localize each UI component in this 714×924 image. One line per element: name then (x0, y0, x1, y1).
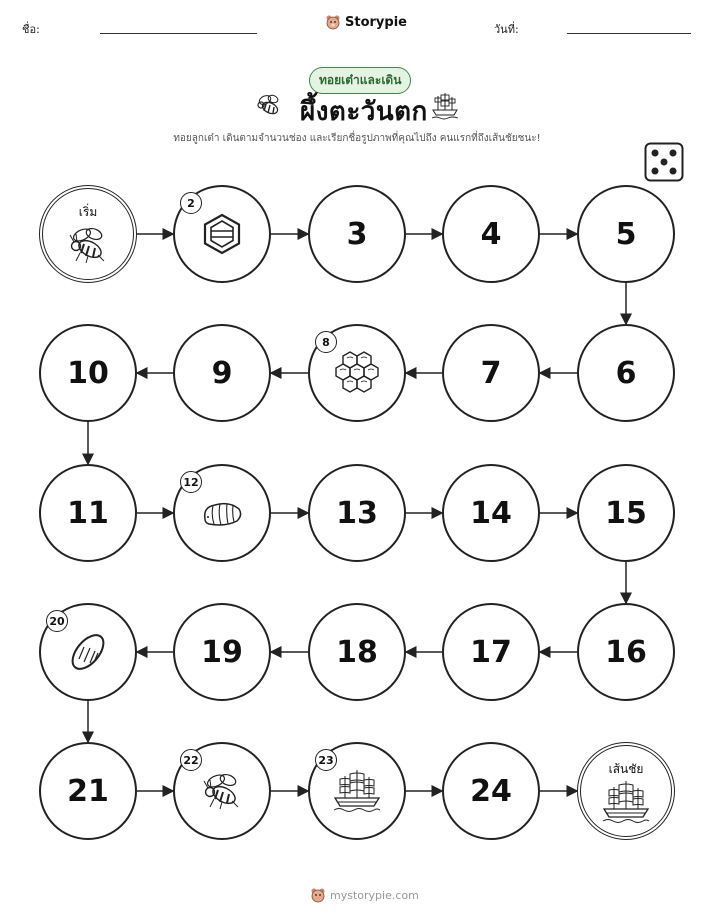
space-number-badge: 8 (315, 331, 337, 353)
space-number-badge: 23 (315, 749, 337, 771)
hexagon-icon (200, 212, 244, 256)
space-number: 19 (201, 634, 243, 670)
space-number: 15 (605, 495, 647, 531)
board-space-18[interactable] (308, 603, 406, 701)
board-space-9[interactable] (173, 324, 271, 422)
space-number: 21 (67, 773, 109, 809)
board-space-19[interactable] (173, 603, 271, 701)
finish-space[interactable] (577, 742, 675, 840)
board-space-11[interactable] (39, 464, 137, 562)
honeycomb-icon (332, 350, 382, 396)
space-number-badge: 2 (180, 192, 202, 214)
space-number: 11 (67, 495, 109, 531)
board-space-4[interactable] (442, 185, 540, 283)
space-number: 10 (67, 355, 109, 391)
footer-url: mystorypie.com (330, 888, 419, 902)
space-number: 7 (480, 355, 502, 391)
bread-icon (65, 629, 111, 675)
date-label: วันที่: (494, 23, 519, 36)
board-space-5[interactable] (577, 185, 675, 283)
ship-icon (332, 768, 382, 814)
space-number: 17 (470, 634, 512, 670)
board-space-21[interactable] (39, 742, 137, 840)
bee-icon (200, 771, 244, 811)
board-space-13[interactable] (308, 464, 406, 562)
space-number: 4 (480, 216, 502, 252)
board-space-6[interactable] (577, 324, 675, 422)
game-type-badge: ทอยเต๋าและเดิน (309, 67, 411, 94)
larva-icon (199, 497, 245, 529)
space-number: 5 (615, 216, 637, 252)
space-number: 3 (346, 216, 368, 252)
space-number: 13 (336, 495, 378, 531)
board-space-3[interactable] (308, 185, 406, 283)
space-number: 14 (470, 495, 512, 531)
space-number: 9 (211, 355, 233, 391)
board-space-10[interactable] (39, 324, 137, 422)
board-space-14[interactable] (442, 464, 540, 562)
bee-icon (66, 225, 110, 265)
board-space-7[interactable] (442, 324, 540, 422)
board-space-16[interactable] (577, 603, 675, 701)
brand-name: Storypie (345, 14, 407, 30)
space-number-badge: 20 (46, 610, 68, 632)
space-number: 6 (615, 355, 637, 391)
space-number: 18 (336, 634, 378, 670)
name-label: ชื่อ: (22, 23, 40, 36)
bear-icon (310, 887, 326, 903)
space-number-badge: 22 (180, 749, 202, 771)
ship-icon (601, 779, 651, 825)
footer (310, 887, 419, 903)
start-space[interactable] (39, 185, 137, 283)
board-space-24[interactable] (442, 742, 540, 840)
board-space-17[interactable] (442, 603, 540, 701)
instructions-text: ทอยลูกเต๋า เดินตามจำนวนช่อง และเรียกชื่อรูปภาพที่คุณไปถึง คนแรกที่ถึงเส้นชัยชนะ! (173, 133, 541, 144)
board-space-15[interactable] (577, 464, 675, 562)
page-title: ผึ้งตะวันตก (300, 97, 428, 127)
finish-label: เส้นชัย (608, 762, 644, 776)
space-number: 16 (605, 634, 647, 670)
space-number: 24 (470, 773, 512, 809)
space-number-badge: 12 (180, 471, 202, 493)
start-label: เริ่ม (78, 205, 98, 219)
